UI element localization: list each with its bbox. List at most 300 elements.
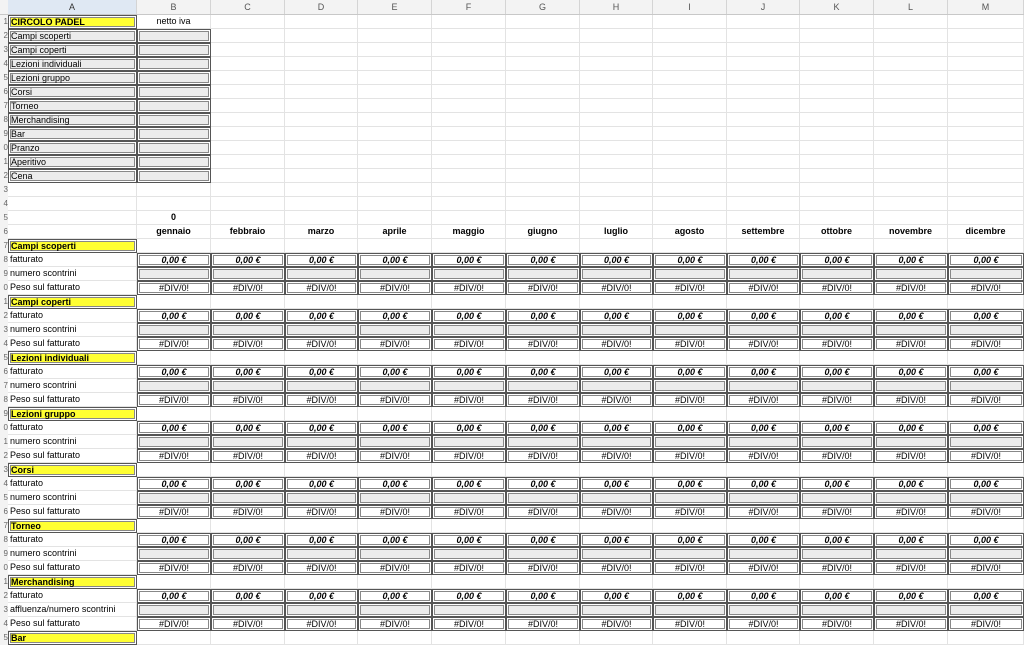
empty-cell[interactable] — [580, 155, 653, 169]
empty-cell[interactable] — [358, 85, 432, 99]
empty-cell[interactable] — [653, 519, 727, 533]
peso-value[interactable]: #DIV/0! — [285, 337, 358, 351]
fatturato-value[interactable]: 0,00 € — [211, 589, 285, 603]
empty-cell[interactable] — [580, 127, 653, 141]
scontrini-input[interactable] — [800, 603, 874, 617]
empty-cell[interactable] — [506, 211, 580, 225]
scontrini-input[interactable] — [580, 267, 653, 281]
empty-cell[interactable] — [137, 183, 211, 197]
empty-cell[interactable] — [800, 183, 874, 197]
fatturato-value[interactable]: 0,00 € — [211, 253, 285, 267]
peso-value[interactable]: #DIV/0! — [580, 337, 653, 351]
empty-cell[interactable] — [432, 351, 506, 365]
fatturato-value[interactable]: 0,00 € — [874, 477, 948, 491]
row-number[interactable]: 1 — [0, 15, 8, 29]
fatturato-value[interactable]: 0,00 € — [211, 365, 285, 379]
empty-cell[interactable] — [285, 407, 358, 421]
column-header-a[interactable]: A — [8, 0, 137, 14]
item-label[interactable]: Lezioni gruppo — [8, 71, 137, 85]
empty-cell[interactable] — [432, 29, 506, 43]
empty-cell[interactable] — [211, 99, 285, 113]
empty-cell[interactable] — [948, 575, 1024, 589]
empty-cell[interactable] — [285, 71, 358, 85]
fatturato-value[interactable]: 0,00 € — [432, 533, 506, 547]
fatturato-value[interactable]: 0,00 € — [874, 253, 948, 267]
peso-value[interactable]: #DIV/0! — [137, 337, 211, 351]
empty-cell[interactable] — [874, 407, 948, 421]
scontrini-input[interactable] — [358, 323, 432, 337]
metric-label[interactable]: fatturato — [8, 253, 137, 267]
empty-cell[interactable] — [432, 57, 506, 71]
peso-value[interactable]: #DIV/0! — [358, 617, 432, 631]
empty-cell[interactable] — [211, 407, 285, 421]
empty-cell[interactable] — [506, 155, 580, 169]
empty-cell[interactable] — [506, 43, 580, 57]
fatturato-value[interactable]: 0,00 € — [580, 533, 653, 547]
peso-value[interactable]: #DIV/0! — [580, 505, 653, 519]
empty-cell[interactable] — [948, 295, 1024, 309]
fatturato-value[interactable]: 0,00 € — [727, 421, 800, 435]
empty-cell[interactable] — [358, 141, 432, 155]
empty-cell[interactable] — [506, 239, 580, 253]
row-number[interactable]: 8 — [0, 253, 8, 267]
scontrini-input[interactable] — [137, 267, 211, 281]
empty-cell[interactable] — [137, 295, 211, 309]
empty-cell[interactable] — [800, 519, 874, 533]
row-number[interactable]: 2 — [0, 449, 8, 463]
fatturato-value[interactable]: 0,00 € — [432, 253, 506, 267]
peso-value[interactable]: #DIV/0! — [948, 393, 1024, 407]
empty-cell[interactable] — [137, 463, 211, 477]
row-number[interactable]: 5 — [0, 491, 8, 505]
scontrini-input[interactable] — [432, 547, 506, 561]
scontrini-input[interactable] — [727, 435, 800, 449]
row-number[interactable]: 3 — [0, 323, 8, 337]
empty-cell[interactable] — [358, 29, 432, 43]
scontrini-input[interactable] — [211, 323, 285, 337]
peso-value[interactable]: #DIV/0! — [506, 393, 580, 407]
peso-value[interactable]: #DIV/0! — [800, 393, 874, 407]
item-label[interactable]: Campi coperti — [8, 43, 137, 57]
row-number[interactable]: 4 — [0, 477, 8, 491]
empty-cell[interactable] — [358, 407, 432, 421]
fatturato-value[interactable]: 0,00 € — [285, 533, 358, 547]
peso-value[interactable]: #DIV/0! — [506, 337, 580, 351]
fatturato-value[interactable]: 0,00 € — [948, 253, 1024, 267]
row-number[interactable]: 8 — [0, 533, 8, 547]
empty-cell[interactable] — [800, 295, 874, 309]
empty-cell[interactable] — [948, 127, 1024, 141]
peso-value[interactable]: #DIV/0! — [653, 281, 727, 295]
empty-cell[interactable] — [285, 15, 358, 29]
netto-iva-label[interactable]: netto iva — [137, 15, 211, 29]
empty-cell[interactable] — [727, 127, 800, 141]
metric-label[interactable]: Peso sul fatturato — [8, 505, 137, 519]
peso-value[interactable]: #DIV/0! — [948, 449, 1024, 463]
scontrini-input[interactable] — [948, 379, 1024, 393]
column-header-h[interactable]: H — [580, 0, 653, 14]
fatturato-value[interactable]: 0,00 € — [137, 533, 211, 547]
empty-cell[interactable] — [800, 631, 874, 645]
empty-cell[interactable] — [874, 631, 948, 645]
empty-cell[interactable] — [580, 211, 653, 225]
empty-cell[interactable] — [432, 407, 506, 421]
scontrini-input[interactable] — [285, 491, 358, 505]
empty-cell[interactable] — [137, 197, 211, 211]
scontrini-input[interactable] — [285, 379, 358, 393]
metric-label[interactable]: fatturato — [8, 533, 137, 547]
fatturato-value[interactable]: 0,00 € — [653, 421, 727, 435]
empty-cell[interactable] — [727, 575, 800, 589]
empty-cell[interactable] — [727, 15, 800, 29]
section-title[interactable]: Merchandising — [8, 575, 137, 589]
empty-cell[interactable] — [506, 463, 580, 477]
row-number[interactable]: 3 — [0, 183, 8, 197]
row-number[interactable]: 1 — [0, 575, 8, 589]
row-number[interactable]: 3 — [0, 603, 8, 617]
row-number[interactable]: 1 — [0, 155, 8, 169]
peso-value[interactable]: #DIV/0! — [358, 449, 432, 463]
fatturato-value[interactable]: 0,00 € — [211, 477, 285, 491]
empty-cell[interactable] — [653, 197, 727, 211]
empty-cell[interactable] — [874, 99, 948, 113]
section-title[interactable]: Bar — [8, 631, 137, 645]
scontrini-input[interactable] — [432, 323, 506, 337]
empty-cell[interactable] — [727, 239, 800, 253]
scontrini-input[interactable] — [727, 379, 800, 393]
empty-cell[interactable] — [727, 71, 800, 85]
peso-value[interactable]: #DIV/0! — [727, 561, 800, 575]
row-number[interactable]: 7 — [0, 239, 8, 253]
row-number[interactable]: 9 — [0, 127, 8, 141]
empty-cell[interactable] — [285, 29, 358, 43]
fatturato-value[interactable]: 0,00 € — [727, 533, 800, 547]
empty-cell[interactable] — [285, 99, 358, 113]
fatturato-value[interactable]: 0,00 € — [506, 365, 580, 379]
peso-value[interactable]: #DIV/0! — [653, 337, 727, 351]
peso-value[interactable]: #DIV/0! — [137, 393, 211, 407]
empty-cell[interactable] — [211, 155, 285, 169]
peso-value[interactable]: #DIV/0! — [580, 561, 653, 575]
empty-cell[interactable] — [432, 463, 506, 477]
scontrini-input[interactable] — [506, 547, 580, 561]
peso-value[interactable]: #DIV/0! — [285, 393, 358, 407]
scontrini-input[interactable] — [653, 323, 727, 337]
empty-cell[interactable] — [211, 463, 285, 477]
empty-cell[interactable] — [874, 295, 948, 309]
fatturato-value[interactable]: 0,00 € — [137, 309, 211, 323]
empty-cell[interactable] — [285, 169, 358, 183]
peso-value[interactable]: #DIV/0! — [432, 393, 506, 407]
fatturato-value[interactable]: 0,00 € — [948, 421, 1024, 435]
empty-cell[interactable] — [358, 155, 432, 169]
empty-cell[interactable] — [948, 239, 1024, 253]
empty-cell[interactable] — [653, 57, 727, 71]
empty-cell[interactable] — [800, 43, 874, 57]
scontrini-input[interactable] — [137, 323, 211, 337]
empty-cell[interactable] — [432, 197, 506, 211]
empty-cell[interactable] — [800, 57, 874, 71]
month-header-giugno[interactable]: giugno — [506, 225, 580, 239]
empty-cell[interactable] — [653, 407, 727, 421]
peso-value[interactable]: #DIV/0! — [285, 561, 358, 575]
empty-cell[interactable] — [285, 519, 358, 533]
empty-cell[interactable] — [800, 71, 874, 85]
fatturato-value[interactable]: 0,00 € — [432, 365, 506, 379]
row-number[interactable]: 9 — [0, 547, 8, 561]
empty-cell[interactable] — [211, 575, 285, 589]
empty-cell[interactable] — [653, 141, 727, 155]
item-value-input[interactable] — [137, 71, 211, 85]
empty-cell[interactable] — [432, 295, 506, 309]
scontrini-input[interactable] — [432, 491, 506, 505]
month-header-marzo[interactable]: marzo — [285, 225, 358, 239]
metric-label[interactable]: numero scontrini — [8, 323, 137, 337]
fatturato-value[interactable]: 0,00 € — [653, 477, 727, 491]
fatturato-value[interactable]: 0,00 € — [800, 365, 874, 379]
empty-cell[interactable] — [506, 351, 580, 365]
empty-cell[interactable] — [285, 575, 358, 589]
empty-cell[interactable] — [358, 575, 432, 589]
peso-value[interactable]: #DIV/0! — [506, 281, 580, 295]
scontrini-input[interactable] — [874, 435, 948, 449]
item-label[interactable]: Bar — [8, 127, 137, 141]
scontrini-input[interactable] — [580, 603, 653, 617]
scontrini-input[interactable] — [285, 435, 358, 449]
empty-cell[interactable] — [211, 127, 285, 141]
empty-cell[interactable] — [211, 15, 285, 29]
empty-cell[interactable] — [800, 351, 874, 365]
peso-value[interactable]: #DIV/0! — [948, 281, 1024, 295]
empty-cell[interactable] — [727, 463, 800, 477]
empty-cell[interactable] — [432, 631, 506, 645]
empty-cell[interactable] — [211, 141, 285, 155]
scontrini-input[interactable] — [358, 379, 432, 393]
scontrini-input[interactable] — [874, 379, 948, 393]
scontrini-input[interactable] — [432, 267, 506, 281]
peso-value[interactable]: #DIV/0! — [358, 561, 432, 575]
peso-value[interactable]: #DIV/0! — [211, 449, 285, 463]
empty-cell[interactable] — [874, 71, 948, 85]
row-number[interactable]: 5 — [0, 631, 8, 645]
scontrini-input[interactable] — [874, 491, 948, 505]
peso-value[interactable]: #DIV/0! — [948, 337, 1024, 351]
empty-cell[interactable] — [506, 197, 580, 211]
empty-cell[interactable] — [800, 211, 874, 225]
empty-cell[interactable] — [506, 169, 580, 183]
empty-cell[interactable] — [432, 99, 506, 113]
fatturato-value[interactable]: 0,00 € — [358, 421, 432, 435]
peso-value[interactable]: #DIV/0! — [211, 337, 285, 351]
fatturato-value[interactable]: 0,00 € — [580, 365, 653, 379]
scontrini-input[interactable] — [948, 491, 1024, 505]
column-header-g[interactable]: G — [506, 0, 580, 14]
item-value-input[interactable] — [137, 85, 211, 99]
metric-label[interactable]: Peso sul fatturato — [8, 393, 137, 407]
fatturato-value[interactable]: 0,00 € — [580, 309, 653, 323]
fatturato-value[interactable]: 0,00 € — [653, 589, 727, 603]
peso-value[interactable]: #DIV/0! — [506, 561, 580, 575]
peso-value[interactable]: #DIV/0! — [727, 281, 800, 295]
empty-cell[interactable] — [727, 155, 800, 169]
column-header-i[interactable]: I — [653, 0, 727, 14]
empty-cell[interactable] — [211, 43, 285, 57]
month-header-novembre[interactable]: novembre — [874, 225, 948, 239]
empty-cell[interactable] — [800, 575, 874, 589]
item-label[interactable]: Corsi — [8, 85, 137, 99]
scontrini-input[interactable] — [874, 323, 948, 337]
fatturato-value[interactable]: 0,00 € — [137, 421, 211, 435]
fatturato-value[interactable]: 0,00 € — [358, 365, 432, 379]
empty-cell[interactable] — [874, 351, 948, 365]
scontrini-input[interactable] — [653, 435, 727, 449]
empty-cell[interactable] — [506, 113, 580, 127]
scontrini-input[interactable] — [358, 267, 432, 281]
empty-cell[interactable] — [358, 351, 432, 365]
scontrini-input[interactable] — [285, 603, 358, 617]
scontrini-input[interactable] — [874, 547, 948, 561]
empty-cell[interactable] — [137, 519, 211, 533]
month-header-febbraio[interactable]: febbraio — [211, 225, 285, 239]
scontrini-input[interactable] — [285, 267, 358, 281]
empty-cell[interactable] — [506, 575, 580, 589]
fatturato-value[interactable]: 0,00 € — [948, 365, 1024, 379]
metric-label[interactable]: fatturato — [8, 477, 137, 491]
empty-cell[interactable] — [874, 57, 948, 71]
empty-cell[interactable] — [727, 519, 800, 533]
peso-value[interactable]: #DIV/0! — [432, 617, 506, 631]
empty-cell[interactable] — [211, 351, 285, 365]
empty-cell[interactable] — [358, 113, 432, 127]
scontrini-input[interactable] — [358, 547, 432, 561]
empty-cell[interactable] — [432, 239, 506, 253]
row-number[interactable]: 7 — [0, 519, 8, 533]
metric-label[interactable]: numero scontrini — [8, 547, 137, 561]
fatturato-value[interactable]: 0,00 € — [874, 533, 948, 547]
empty-cell[interactable] — [432, 155, 506, 169]
row-number[interactable]: 8 — [0, 113, 8, 127]
fatturato-value[interactable]: 0,00 € — [506, 421, 580, 435]
empty-cell[interactable] — [506, 127, 580, 141]
empty-cell[interactable] — [580, 141, 653, 155]
fatturato-value[interactable]: 0,00 € — [211, 309, 285, 323]
fatturato-value[interactable]: 0,00 € — [506, 589, 580, 603]
empty-cell[interactable] — [358, 183, 432, 197]
fatturato-value[interactable]: 0,00 € — [727, 253, 800, 267]
row-number[interactable]: 4 — [0, 617, 8, 631]
empty-cell[interactable] — [874, 15, 948, 29]
empty-cell[interactable] — [580, 43, 653, 57]
empty-cell[interactable] — [285, 113, 358, 127]
empty-cell[interactable] — [211, 85, 285, 99]
empty-cell[interactable] — [432, 575, 506, 589]
peso-value[interactable]: #DIV/0! — [874, 337, 948, 351]
peso-value[interactable]: #DIV/0! — [432, 337, 506, 351]
empty-cell[interactable] — [948, 155, 1024, 169]
empty-cell[interactable] — [285, 463, 358, 477]
empty-cell[interactable] — [948, 113, 1024, 127]
peso-value[interactable]: #DIV/0! — [358, 281, 432, 295]
column-header-d[interactable]: D — [285, 0, 358, 14]
fatturato-value[interactable]: 0,00 € — [137, 253, 211, 267]
fatturato-value[interactable]: 0,00 € — [800, 253, 874, 267]
empty-cell[interactable] — [432, 127, 506, 141]
peso-value[interactable]: #DIV/0! — [211, 393, 285, 407]
empty-cell[interactable] — [580, 463, 653, 477]
section-title[interactable]: Torneo — [8, 519, 137, 533]
empty-cell[interactable] — [506, 85, 580, 99]
empty-cell[interactable] — [727, 29, 800, 43]
empty-cell[interactable] — [653, 71, 727, 85]
scontrini-input[interactable] — [137, 491, 211, 505]
scontrini-input[interactable] — [432, 435, 506, 449]
scontrini-input[interactable] — [653, 267, 727, 281]
empty-cell[interactable] — [727, 351, 800, 365]
month-header-settembre[interactable]: settembre — [727, 225, 800, 239]
fatturato-value[interactable]: 0,00 € — [653, 309, 727, 323]
scontrini-input[interactable] — [506, 603, 580, 617]
scontrini-input[interactable] — [580, 435, 653, 449]
scontrini-input[interactable] — [358, 435, 432, 449]
peso-value[interactable]: #DIV/0! — [653, 505, 727, 519]
empty-cell[interactable] — [800, 239, 874, 253]
peso-value[interactable]: #DIV/0! — [137, 505, 211, 519]
section-title[interactable]: Lezioni individuali — [8, 351, 137, 365]
empty-cell[interactable] — [432, 71, 506, 85]
peso-value[interactable]: #DIV/0! — [800, 449, 874, 463]
item-value-input[interactable] — [137, 127, 211, 141]
scontrini-input[interactable] — [137, 379, 211, 393]
empty-cell[interactable] — [653, 99, 727, 113]
empty-cell[interactable] — [285, 43, 358, 57]
scontrini-input[interactable] — [358, 603, 432, 617]
empty-cell[interactable] — [948, 519, 1024, 533]
empty-cell[interactable] — [580, 295, 653, 309]
fatturato-value[interactable]: 0,00 € — [727, 477, 800, 491]
empty-cell[interactable] — [800, 155, 874, 169]
row-number[interactable]: 1 — [0, 295, 8, 309]
scontrini-input[interactable] — [506, 435, 580, 449]
scontrini-input[interactable] — [874, 267, 948, 281]
empty-cell[interactable] — [580, 29, 653, 43]
scontrini-input[interactable] — [358, 491, 432, 505]
peso-value[interactable]: #DIV/0! — [211, 561, 285, 575]
empty-cell[interactable] — [285, 211, 358, 225]
column-header-m[interactable]: M — [948, 0, 1024, 14]
empty-cell[interactable] — [874, 211, 948, 225]
empty-cell[interactable] — [727, 407, 800, 421]
empty-cell[interactable] — [727, 113, 800, 127]
scontrini-input[interactable] — [211, 491, 285, 505]
peso-value[interactable]: #DIV/0! — [800, 281, 874, 295]
empty-cell[interactable] — [800, 29, 874, 43]
fatturato-value[interactable]: 0,00 € — [874, 309, 948, 323]
peso-value[interactable]: #DIV/0! — [948, 617, 1024, 631]
empty-cell[interactable] — [800, 113, 874, 127]
fatturato-value[interactable]: 0,00 € — [874, 589, 948, 603]
peso-value[interactable]: #DIV/0! — [580, 449, 653, 463]
empty-cell[interactable] — [285, 351, 358, 365]
empty-cell[interactable] — [506, 57, 580, 71]
empty-cell[interactable] — [358, 43, 432, 57]
scontrini-input[interactable] — [506, 491, 580, 505]
month-header-maggio[interactable]: maggio — [432, 225, 506, 239]
empty-cell[interactable] — [874, 29, 948, 43]
empty-cell[interactable] — [653, 29, 727, 43]
fatturato-value[interactable]: 0,00 € — [358, 477, 432, 491]
peso-value[interactable]: #DIV/0! — [211, 505, 285, 519]
empty-cell[interactable] — [137, 407, 211, 421]
